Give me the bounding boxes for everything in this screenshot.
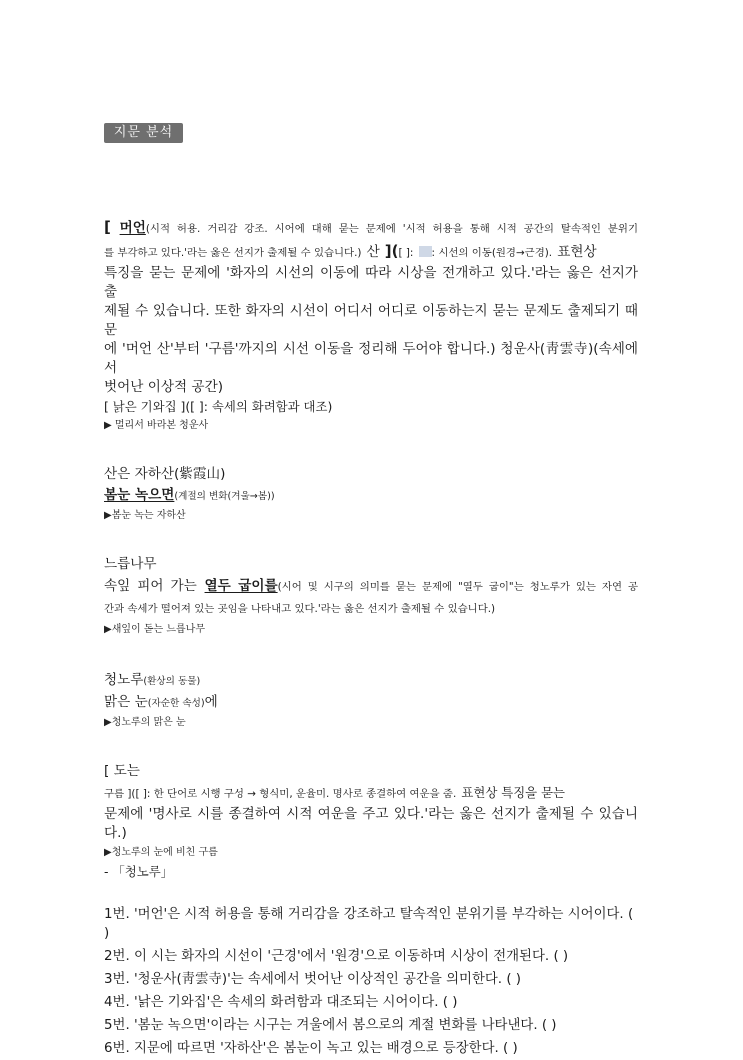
question-item: 1번. '머언'은 시적 허용을 통해 거리감을 강조하고 탈속적인 분위기를 부각하는 시어이다. ( xyxy=(104,907,634,922)
s4-arrow-note: ▶청노루의 맑은 눈 xyxy=(104,717,186,728)
verse-text: 속잎 피어 가는 xyxy=(104,578,197,594)
verse-text: 에 xyxy=(204,694,218,710)
s1-line4: 제될 수 있습니다. 또한 화자의 시선이 어디서 어디로 이동하는지 묻는 문제도 출제되기 때문 xyxy=(104,303,638,338)
s5-line2 xyxy=(104,781,638,805)
passage-analysis xyxy=(104,216,638,1060)
verse-text: 청노루 xyxy=(104,672,144,688)
s1-line6: 벗어난 이상적 공간) xyxy=(104,379,223,395)
annotation-text: 표현상 특징을 묻는 xyxy=(461,785,566,800)
s3-line3: 간과 속세가 떨어져 있는 곳임을 나타내고 있다.'라는 옳은 선지가 출제될 수 있습니다.) xyxy=(104,603,496,615)
s4-line1 xyxy=(104,669,638,691)
question-item-continuation: ) xyxy=(104,926,110,941)
s1-line2 xyxy=(104,240,638,264)
annotation-text: (시적 허용. 거리감 강조. 시어에 대해 묻는 문제에 '시적 허용을 통해 시적 공간의 탈속적인 분위기 xyxy=(145,223,638,235)
s5-line4: 다.) xyxy=(104,825,127,841)
question-item: 4번. '낡은 기와집'은 속세의 화려함과 대조되는 시어이다. ( ) xyxy=(104,995,458,1010)
word-san: 산 xyxy=(366,244,380,260)
annotation-text: 구름 ]([ ]: 한 단어로 시행 구성 → 형식미, 운율미. 명사로 종결하여 여운을 줌. xyxy=(104,788,457,800)
question-item: 2번. 이 시는 화자의 시선이 '근경'에서 '원경'으로 이동하며 시상이 전개된다. ( ) xyxy=(104,949,569,964)
s2-line2 xyxy=(104,484,638,506)
section-badge: 지문 분석 xyxy=(104,123,183,143)
bracket-open: [ xyxy=(104,218,111,236)
source-citation: - 「청노루」 xyxy=(104,864,174,879)
s3-line1: 느릅나무 xyxy=(104,556,157,572)
question-list xyxy=(104,903,638,1056)
verse-text: 맑은 눈 xyxy=(104,694,148,710)
s1-line5: 에 '머언 산'부터 '구름'까지의 시선 이동을 정리해 두어야 합니다.) 청운사(靑雲寺)(속세에서 xyxy=(104,341,638,376)
annotation-text: (자순한 속성) xyxy=(147,698,205,709)
s1-line7: [ 낡은 기와집 ]([ ]: 속세의 화려함과 대조) xyxy=(104,399,333,414)
s1-line1 xyxy=(104,216,638,240)
keyword-meoeon: 머언 xyxy=(119,220,146,236)
bracket-close: ]( xyxy=(384,242,399,260)
s3-line2 xyxy=(104,574,638,598)
s4-line2 xyxy=(104,691,638,713)
annotation-text: (시어 및 시구의 의미를 묻는 문제에 "열두 굽이"는 청노루가 있는 자연 공 xyxy=(277,581,638,593)
highlight-box-icon xyxy=(419,246,432,257)
s2-line1: 산은 자하산(紫霞山) xyxy=(104,466,226,482)
annotation-text: 를 부각하고 있다.'라는 옳은 선지가 출제될 수 있습니다.) xyxy=(104,247,362,259)
bracket-legend: [ ]: xyxy=(398,247,414,259)
question-item: 5번. '봄눈 녹으면'이라는 시구는 겨울에서 봄으로의 계절 변화를 나타낸다. ( ) xyxy=(104,1018,557,1033)
keyword-yeoldu-gubi: 열두 굽이를 xyxy=(204,578,278,594)
s5-line3: 문제에 '명사로 시를 종결하여 시적 여운을 주고 있다.'라는 옳은 선지가 출제될 수 있습니 xyxy=(104,806,638,822)
s1-line3: 특징을 묻는 문제에 '화자의 시선의 이동에 따라 시상을 전개하고 있다.'라는 옳은 선지가 출 xyxy=(104,265,638,300)
keyword-bomnun: 봄눈 녹으면 xyxy=(104,487,175,503)
annotation-text: : 시선의 이동(원경→근경). xyxy=(431,247,553,259)
s5-line1: [ 도는 xyxy=(104,763,140,779)
question-item: 3번. '청운사(靑雲寺)'는 속세에서 벗어난 이상적인 공간을 의미한다. ( ) xyxy=(104,972,522,987)
s3-arrow-note: ▶새잎이 돋는 느릅나무 xyxy=(104,624,205,635)
annotation-text: (계절의 변화(겨울→봄)) xyxy=(174,491,275,502)
s1-arrow-note: ▶ 멀리서 바라본 청운사 xyxy=(104,420,209,431)
s5-arrow-note: ▶청노루의 눈에 비친 구름 xyxy=(104,847,218,858)
s2-arrow-note: ▶봄눈 녹는 자하산 xyxy=(104,510,186,521)
question-item: 6번. 지문에 따르면 '자하산'은 봄눈이 녹고 있는 배경으로 등장한다. ( ) xyxy=(104,1041,518,1056)
annotation-text: 표현상 xyxy=(557,244,597,260)
annotation-text: (환상의 동물) xyxy=(143,676,201,687)
